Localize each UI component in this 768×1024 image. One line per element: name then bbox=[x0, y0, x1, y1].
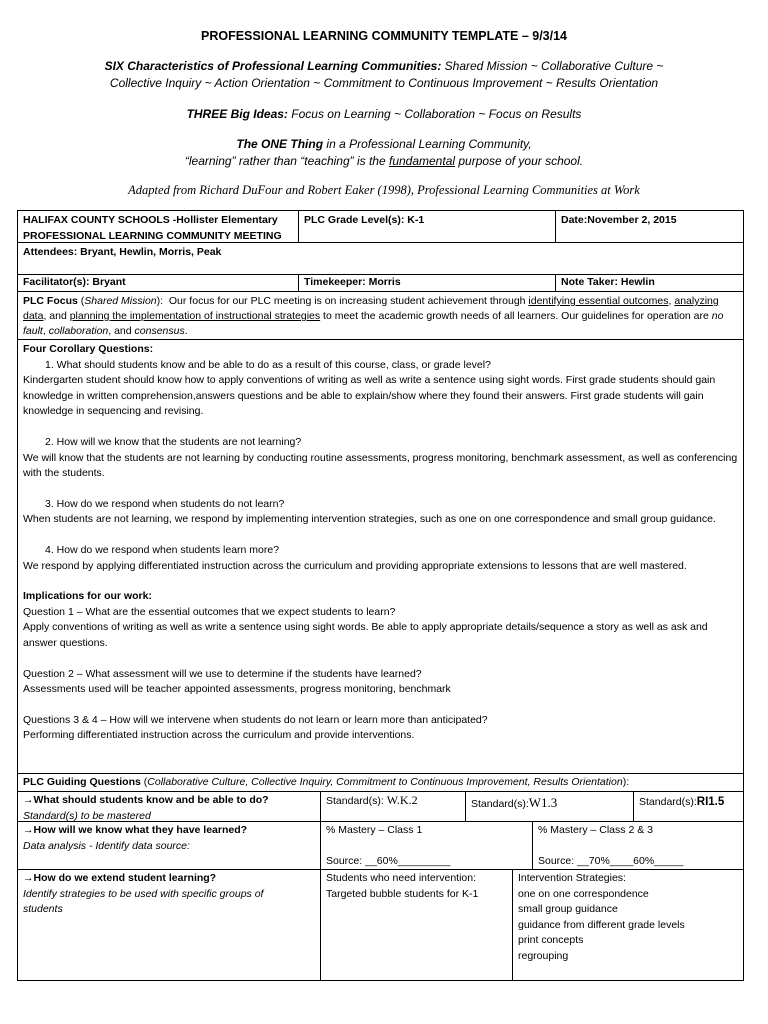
roles-row bbox=[17, 275, 744, 292]
standard-2: Standard(s):W1.3 bbox=[465, 792, 633, 821]
guiding-questions: PLC Guiding Questions (Collaborative Culture, Collective Inquiry, Commitment to Continuous Improvement, Results Orientation): bbox=[23, 776, 630, 788]
corollary-content: Four Corollary Questions: 1. What should students know and be able to do as a result of this course, class, or grade level? Kindergarten student should know how to apply conventions of writing as well as write a sentence using sight words. First grade students should gain knowledge in written comprehension,answers questions and be able to explain/show where they found their answers. First grade students will gain knowledge in sequencing and revising. 2. How will we know that the students are not learning? We will know that the students are not learning by conducting routine assessments, progress monitoring, benchmark assessment, as well as conferencing with the students. 3. How do we respond when students do not learn? When students are not learning, we respond by implementing intervention strategies, such as one on one correspondence and small group guidance. 4. How do we respond when students learn more? We respond by applying differentiated instruction across the curriculum and providing appropriate extensions to lessons that are well mastered. Implications for our work: Question 1 – What are the essential outcomes that we expect students to learn? Apply conventions of writing as well as write a sentence using sight words. Be able to apply appropriate details/sequence a story as well as ask and answer questions. Question 2 – What assessment will we use to determine if the students have learned? Assessments used will be teacher appointed assessments, progress monitoring, benchmark Questions 3 & 4 – How will we intervene when students do not learn or learn more than anticipated? Performing differentiated instruction across the curriculum and provide interventions. bbox=[18, 340, 743, 746]
question-4: 4. How do we respond when students learn more? bbox=[45, 543, 280, 556]
implication-q2: Question 2 – What assessment will we use to determine if the students have learned? bbox=[23, 667, 422, 680]
extend-learning-row bbox=[17, 870, 744, 981]
know-question-cell: →What should students know and be able to do? Standard(s) to be mastered bbox=[23, 794, 269, 822]
attendees: Attendees: Bryant, Hewlin, Morris, Peak bbox=[23, 246, 222, 258]
mastery-row bbox=[17, 822, 744, 870]
timekeeper: Timekeeper: Morris bbox=[298, 275, 555, 291]
implication-a1: Apply conventions of writing as well as write a sentence using sight words. Be able to apply appropriate details/sequence a story as well as ask and answer questions. bbox=[23, 621, 708, 649]
attendees-row bbox=[17, 243, 744, 275]
adapted-from: Adapted from Richard DuFour and Robert Eaker (1998), Professional Learning Communities at Work bbox=[128, 183, 640, 197]
meeting-header-row bbox=[17, 210, 744, 243]
plc-focus-text: PLC Focus (Shared Mission): Our focus for our PLC meeting is on increasing student achievement through identifying essential outcomes, analyzing data, and planning the implementation of instructional strategies to meet the academic growth needs of all learners. Our guidelines for operation are no fault, collaboration, and consensus. bbox=[23, 295, 724, 337]
implication-a2: Assessments used will be teacher appointed assessments, progress monitoring, benchmark bbox=[23, 683, 451, 696]
mastery-class-2-3: % Mastery – Class 2 & 3 Source: __70%____60%_____ bbox=[532, 822, 743, 869]
plc-focus-row bbox=[17, 292, 744, 340]
question-2: 2. How will we know that the students are not learning? bbox=[45, 435, 302, 448]
answer-1: Kindergarten student should know how to apply conventions of writing as well as write a sentence using sight words. First grade students should gain knowledge in written comprehension,answers questions and be able to explain/show where they found their answers. First grade students will gain knowledge in sequencing and revising. bbox=[23, 374, 716, 418]
intervention-strategies-cell: Intervention Strategies: one on one correspondence small group guidance guidance from different grade levels print concepts regrouping bbox=[512, 870, 743, 980]
question-3: 3. How do we respond when students do not learn? bbox=[45, 497, 285, 510]
answer-4: We respond by applying differentiated instruction across the curriculum and providing appropriate extensions to lessons that are well mastered. bbox=[23, 559, 687, 572]
guiding-questions-row bbox=[17, 774, 744, 792]
standard-3: Standard(s):RI1.5 bbox=[633, 792, 743, 821]
page-title: PROFESSIONAL LEARNING COMMUNITY TEMPLATE – 9/3/14 bbox=[200, 29, 568, 43]
answer-2: We will know that the students are not learning by conducting routine assessments, progress monitoring, benchmark assessment, as well as conferencing with the students. bbox=[23, 451, 738, 480]
standards-row bbox=[17, 792, 744, 822]
one-thing: The ONE Thing in a Professional Learning Community, “learning” rather than “teaching” is the fundamental purpose of your school. bbox=[184, 137, 584, 168]
grade-level-cell: PLC Grade Level(s): K-1 bbox=[298, 211, 555, 242]
implication-a34: Performing differentiated instruction across the curriculum and provide interventions. bbox=[23, 729, 415, 742]
three-big-ideas: THREE Big Ideas: Focus on Learning ~ Collaboration ~ Focus on Results bbox=[186, 107, 582, 121]
note-taker: Note Taker: Hewlin bbox=[555, 275, 743, 291]
mastery-class-1: % Mastery – Class 1 Source: __60%_________ bbox=[320, 822, 532, 869]
extend-question-cell: →How do we extend student learning? Identify strategies to be used with specific groups of students bbox=[23, 872, 264, 915]
implication-q34: Questions 3 & 4 – How will we intervene when students do not learn or learn more than anticipated? bbox=[23, 713, 488, 726]
six-characteristics: SIX Characteristics of Professional Learning Communities: Shared Mission ~ Collaborative Culture ~ Collective Inquiry ~ Action Orientation ~ Commitment to Continuous Improvement ~ Results Orientation bbox=[104, 59, 664, 90]
standard-1: Standard(s): W.K.2 bbox=[320, 792, 465, 821]
answer-3: When students are not learning, we respond by implementing intervention strategies, such as one on one correspondence and small group guidance. bbox=[23, 513, 716, 526]
facilitator: Facilitator(s): Bryant bbox=[23, 276, 126, 288]
intervention-students-cell: Students who need intervention: Targeted bubble students for K-1 bbox=[320, 870, 512, 980]
implication-q1: Question 1 – What are the essential outcomes that we expect students to learn? bbox=[23, 605, 396, 618]
school-cell: HALIFAX COUNTY SCHOOLS -Hollister Elementary PROFESSIONAL LEARNING COMMUNITY MEETING bbox=[23, 214, 282, 242]
question-1: 1. What should students know and be able to do as a result of this course, class, or grade level? bbox=[45, 358, 491, 371]
corollary-questions-row bbox=[17, 340, 744, 774]
learned-question-cell: →How will we know what they have learned? Data analysis - Identify data source: bbox=[23, 824, 248, 852]
implications-title: Implications for our work: bbox=[23, 590, 152, 603]
date-cell: Date:November 2, 2015 bbox=[555, 211, 743, 242]
